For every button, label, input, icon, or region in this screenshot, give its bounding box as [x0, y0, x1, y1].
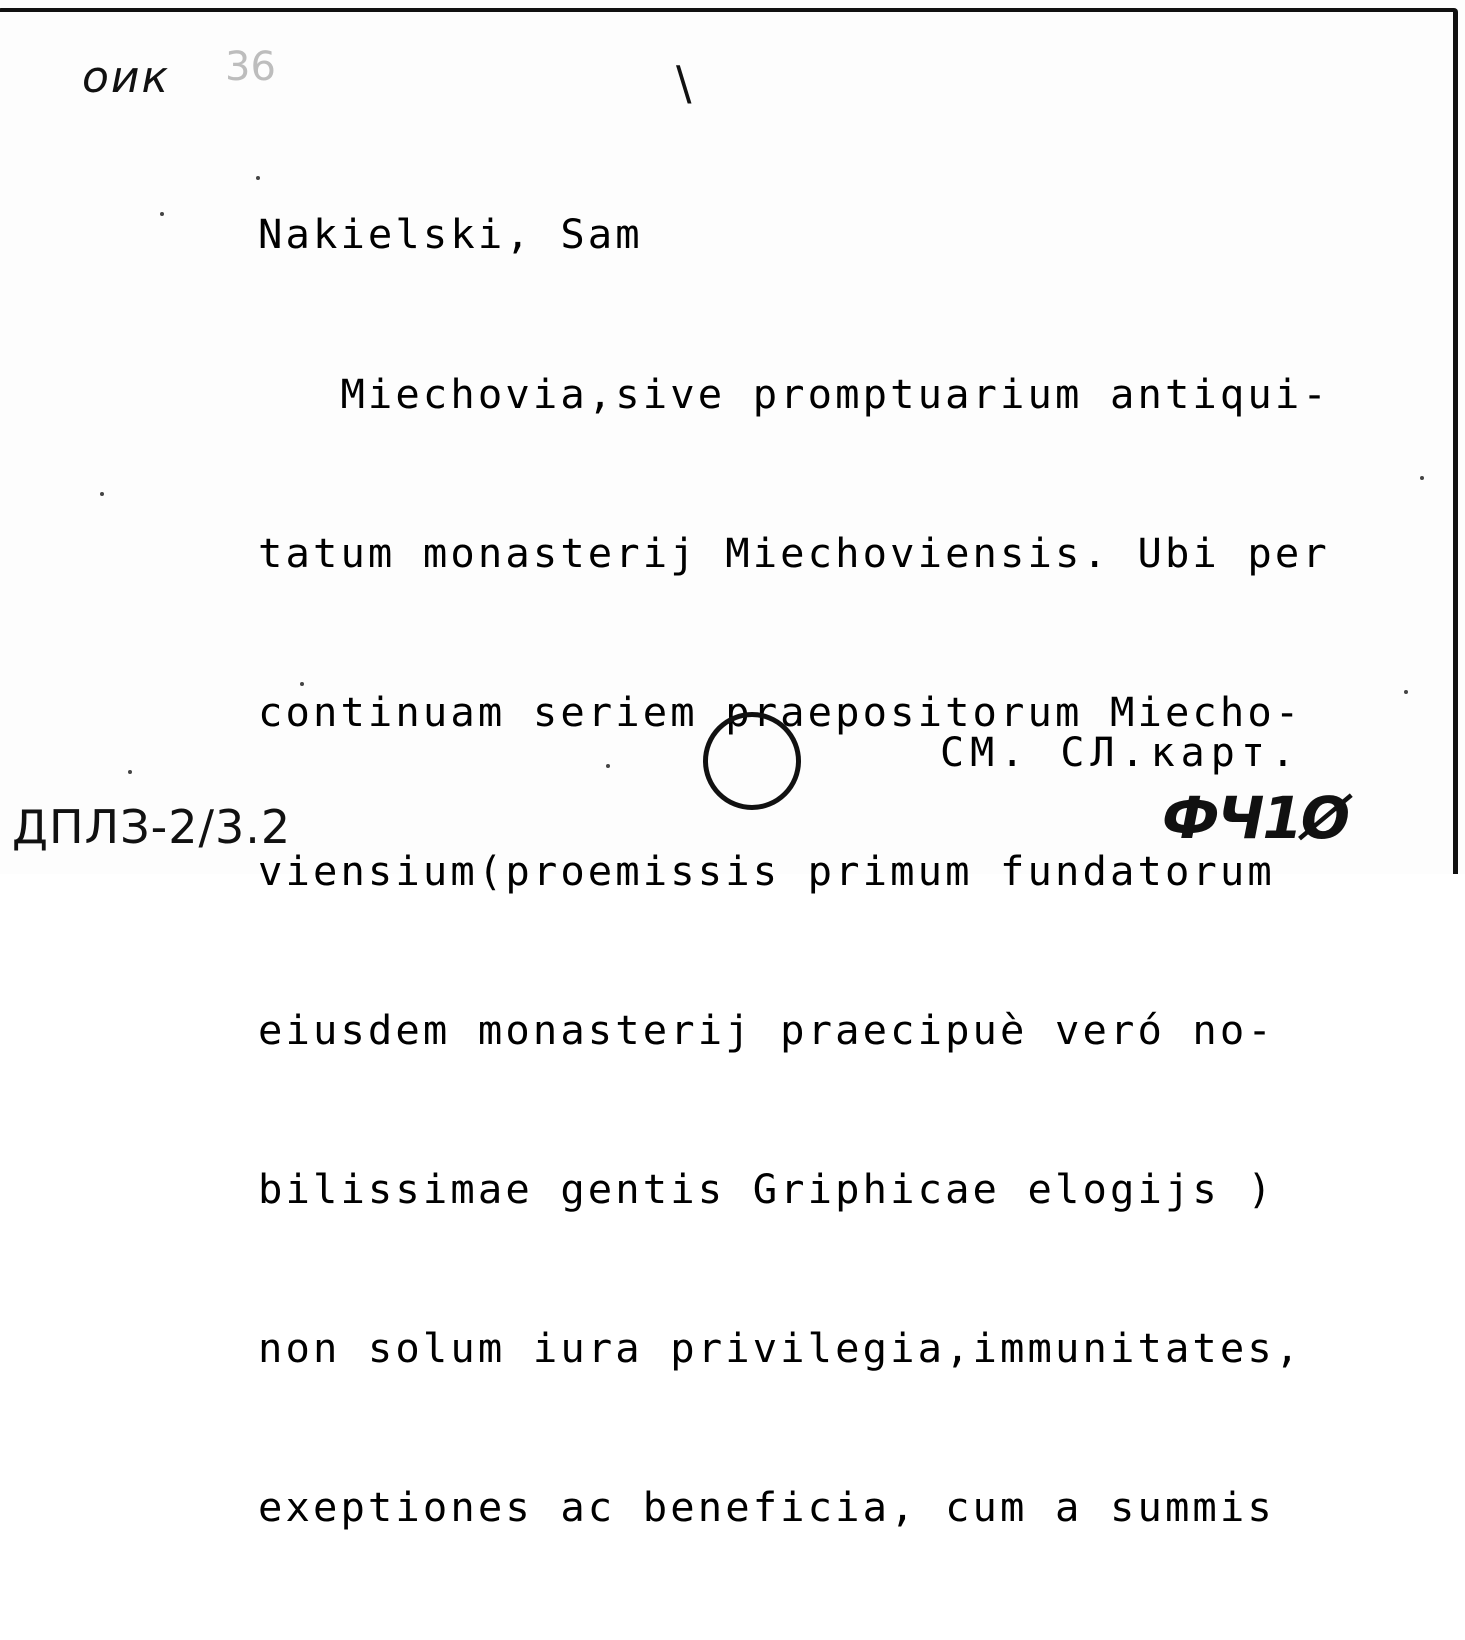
cross-reference: CM. CЛ.карт. — [940, 730, 1301, 776]
title-line: tatum monasterij Miechoviensis. Ubi per — [258, 529, 1330, 577]
title-line: eiusdem monasterij praecipuè veró no- — [258, 1006, 1275, 1054]
title-line: continuam seriem praepositorum Miecho- — [258, 688, 1303, 736]
title-line: exeptiones ac beneficia, cum a summis — [258, 1483, 1275, 1531]
card-right-border — [1453, 12, 1458, 874]
title-line: viensium(proemissis primum fundatorum — [258, 847, 1275, 895]
ink-speck — [1404, 690, 1408, 694]
corner-handwritten-note: оик — [82, 52, 171, 103]
ink-speck — [256, 176, 260, 180]
title-line: non solum iura privilegia,immunitates, — [258, 1324, 1303, 1372]
title-line: bilissimae gentis Griphicae elogijs ) — [258, 1165, 1275, 1213]
author-heading: Nakielski, Sam — [258, 210, 643, 258]
ink-speck — [300, 682, 304, 686]
title-text — [258, 262, 1330, 1640]
ink-speck — [128, 770, 132, 774]
punch-hole-circle — [703, 712, 801, 810]
top-pencil-mark: \ — [676, 56, 692, 110]
ink-speck — [100, 492, 104, 496]
ink-speck — [1420, 476, 1424, 480]
shelfmark: ДПЛЗ-2/3.2 — [12, 800, 292, 854]
ink-speck — [606, 764, 610, 768]
ink-speck — [160, 212, 164, 216]
faded-number: 36 — [225, 44, 276, 90]
card-top-border — [0, 8, 1458, 12]
handwritten-signature: ФЧ1Ø — [1162, 784, 1349, 852]
title-line: Miechovia,sive promptuarium antiqui- — [258, 370, 1330, 418]
